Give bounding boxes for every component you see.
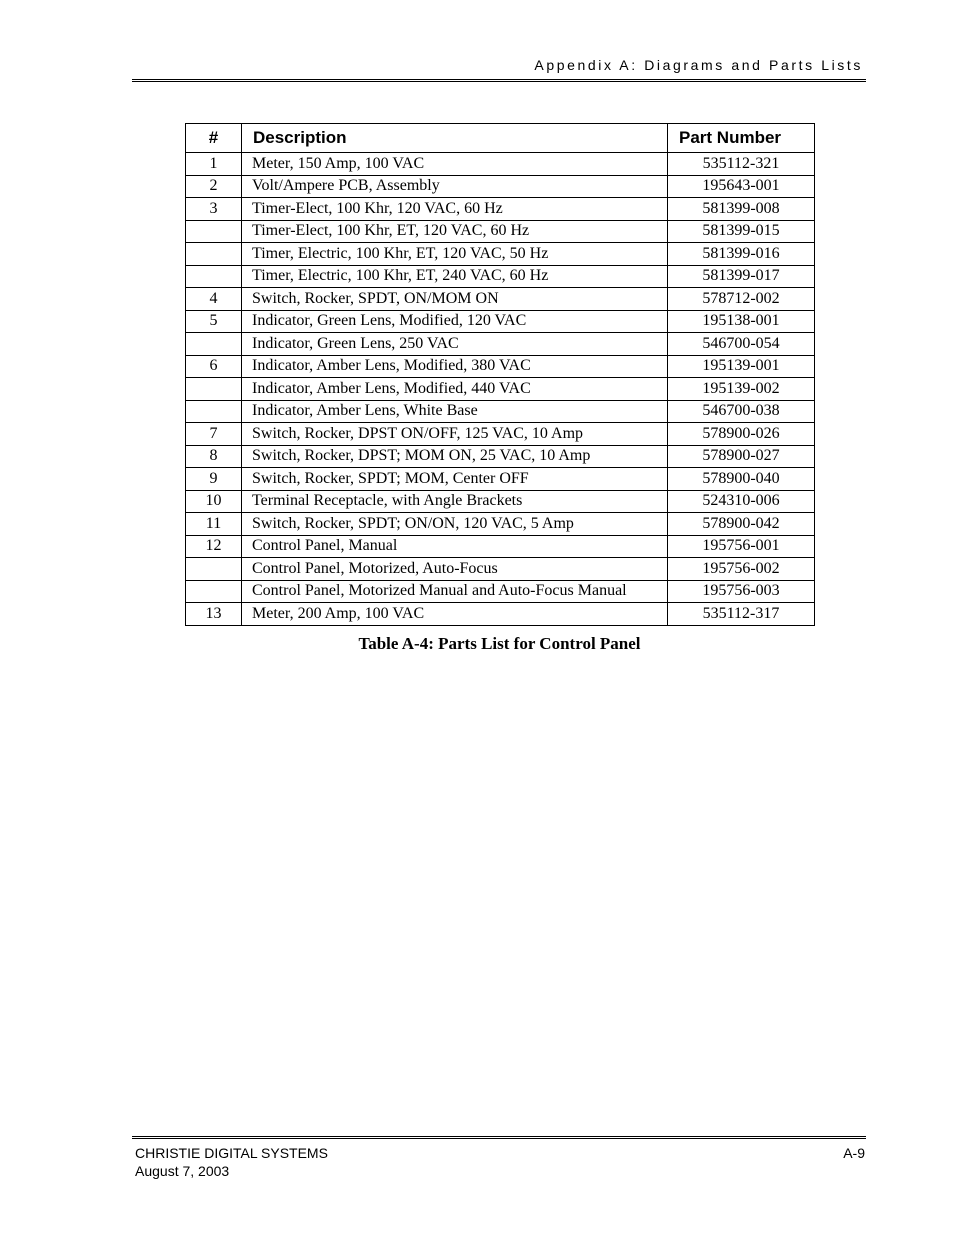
description-cell: Switch, Rocker, DPST; MOM ON, 25 VAC, 10 Amp: [242, 445, 668, 468]
item-number-cell: [186, 400, 242, 423]
table-row: [186, 400, 815, 423]
footer-company: CHRISTIE DIGITAL SYSTEMS: [135, 1145, 328, 1161]
description-cell: Indicator, Green Lens, 250 VAC: [242, 333, 668, 356]
page-footer: [132, 1136, 866, 1179]
part-number-cell: 195139-002: [668, 378, 815, 401]
item-number-cell: 1: [186, 153, 242, 176]
table-row: [186, 513, 815, 536]
description-cell: Indicator, Amber Lens, Modified, 440 VAC: [242, 378, 668, 401]
item-number-cell: [186, 333, 242, 356]
table-row: [186, 558, 815, 581]
table-row: [186, 288, 815, 311]
part-number-cell: 578900-027: [668, 445, 815, 468]
item-number-cell: 7: [186, 423, 242, 446]
description-cell: Indicator, Amber Lens, White Base: [242, 400, 668, 423]
description-cell: Timer, Electric, 100 Khr, ET, 120 VAC, 50 Hz: [242, 243, 668, 266]
description-cell: Terminal Receptacle, with Angle Brackets: [242, 490, 668, 513]
table-row: [186, 243, 815, 266]
item-number-cell: 13: [186, 603, 242, 626]
part-number-cell: 581399-017: [668, 265, 815, 288]
item-number-cell: [186, 580, 242, 603]
description-cell: Volt/Ampere PCB, Assembly: [242, 175, 668, 198]
table-row: [186, 580, 815, 603]
description-cell: Switch, Rocker, SPDT; MOM, Center OFF: [242, 468, 668, 491]
part-number-cell: 195139-001: [668, 355, 815, 378]
item-number-cell: 4: [186, 288, 242, 311]
part-number-cell: 535112-317: [668, 603, 815, 626]
table-row: [186, 603, 815, 626]
table-row: [186, 378, 815, 401]
table-row: [186, 535, 815, 558]
part-number-cell: 195138-001: [668, 310, 815, 333]
description-cell: Switch, Rocker, DPST ON/OFF, 125 VAC, 10 Amp: [242, 423, 668, 446]
column-header-part-number: Part Number: [668, 124, 815, 153]
part-number-cell: 546700-038: [668, 400, 815, 423]
table-row: [186, 198, 815, 221]
description-cell: Switch, Rocker, SPDT, ON/MOM ON: [242, 288, 668, 311]
part-number-cell: 578900-026: [668, 423, 815, 446]
part-number-cell: 195756-001: [668, 535, 815, 558]
table-row: [186, 153, 815, 176]
part-number-cell: 524310-006: [668, 490, 815, 513]
part-number-cell: 195756-002: [668, 558, 815, 581]
description-cell: Indicator, Green Lens, Modified, 120 VAC: [242, 310, 668, 333]
item-number-cell: [186, 378, 242, 401]
page-header: [132, 55, 866, 82]
table-row: [186, 355, 815, 378]
column-header-number: #: [186, 124, 242, 153]
table-row: [186, 310, 815, 333]
item-number-cell: 6: [186, 355, 242, 378]
item-number-cell: [186, 265, 242, 288]
part-number-cell: 578900-042: [668, 513, 815, 536]
item-number-cell: 11: [186, 513, 242, 536]
part-number-cell: 578900-040: [668, 468, 815, 491]
table-row: [186, 175, 815, 198]
description-cell: Switch, Rocker, SPDT; ON/ON, 120 VAC, 5 Amp: [242, 513, 668, 536]
table-row: [186, 490, 815, 513]
item-number-cell: 5: [186, 310, 242, 333]
table-caption: Table A-4: Parts List for Control Panel: [358, 634, 641, 653]
part-number-cell: 546700-054: [668, 333, 815, 356]
item-number-cell: 10: [186, 490, 242, 513]
description-cell: Control Panel, Manual: [242, 535, 668, 558]
table-body: [186, 153, 815, 626]
table-row: [186, 423, 815, 446]
part-number-cell: 578712-002: [668, 288, 815, 311]
item-number-cell: 12: [186, 535, 242, 558]
item-number-cell: [186, 243, 242, 266]
description-cell: Meter, 150 Amp, 100 VAC: [242, 153, 668, 176]
part-number-cell: 581399-008: [668, 198, 815, 221]
part-number-cell: 535112-321: [668, 153, 815, 176]
description-cell: Meter, 200 Amp, 100 VAC: [242, 603, 668, 626]
part-number-cell: 195643-001: [668, 175, 815, 198]
item-number-cell: 8: [186, 445, 242, 468]
item-number-cell: [186, 220, 242, 243]
table-row: [186, 468, 815, 491]
part-number-cell: 195756-003: [668, 580, 815, 603]
item-number-cell: [186, 558, 242, 581]
item-number-cell: 3: [186, 198, 242, 221]
description-cell: Indicator, Amber Lens, Modified, 380 VAC: [242, 355, 668, 378]
section-title: Appendix A: Diagrams and Parts Lists: [534, 57, 863, 73]
item-number-cell: 9: [186, 468, 242, 491]
footer-page-number: A-9: [843, 1145, 865, 1161]
table-row: [186, 220, 815, 243]
item-number-cell: 2: [186, 175, 242, 198]
description-cell: Timer, Electric, 100 Khr, ET, 240 VAC, 60 Hz: [242, 265, 668, 288]
parts-list-table: [185, 123, 815, 626]
description-cell: Control Panel, Motorized, Auto-Focus: [242, 558, 668, 581]
part-number-cell: 581399-016: [668, 243, 815, 266]
description-cell: Timer-Elect, 100 Khr, 120 VAC, 60 Hz: [242, 198, 668, 221]
description-cell: Timer-Elect, 100 Khr, ET, 120 VAC, 60 Hz: [242, 220, 668, 243]
table-row: [186, 265, 815, 288]
table-header-row: [186, 124, 815, 153]
description-cell: Control Panel, Motorized Manual and Auto-Focus Manual: [242, 580, 668, 603]
footer-date: August 7, 2003: [135, 1163, 230, 1179]
part-number-cell: 581399-015: [668, 220, 815, 243]
table-row: [186, 333, 815, 356]
table-row: [186, 445, 815, 468]
column-header-description: Description: [242, 124, 668, 153]
